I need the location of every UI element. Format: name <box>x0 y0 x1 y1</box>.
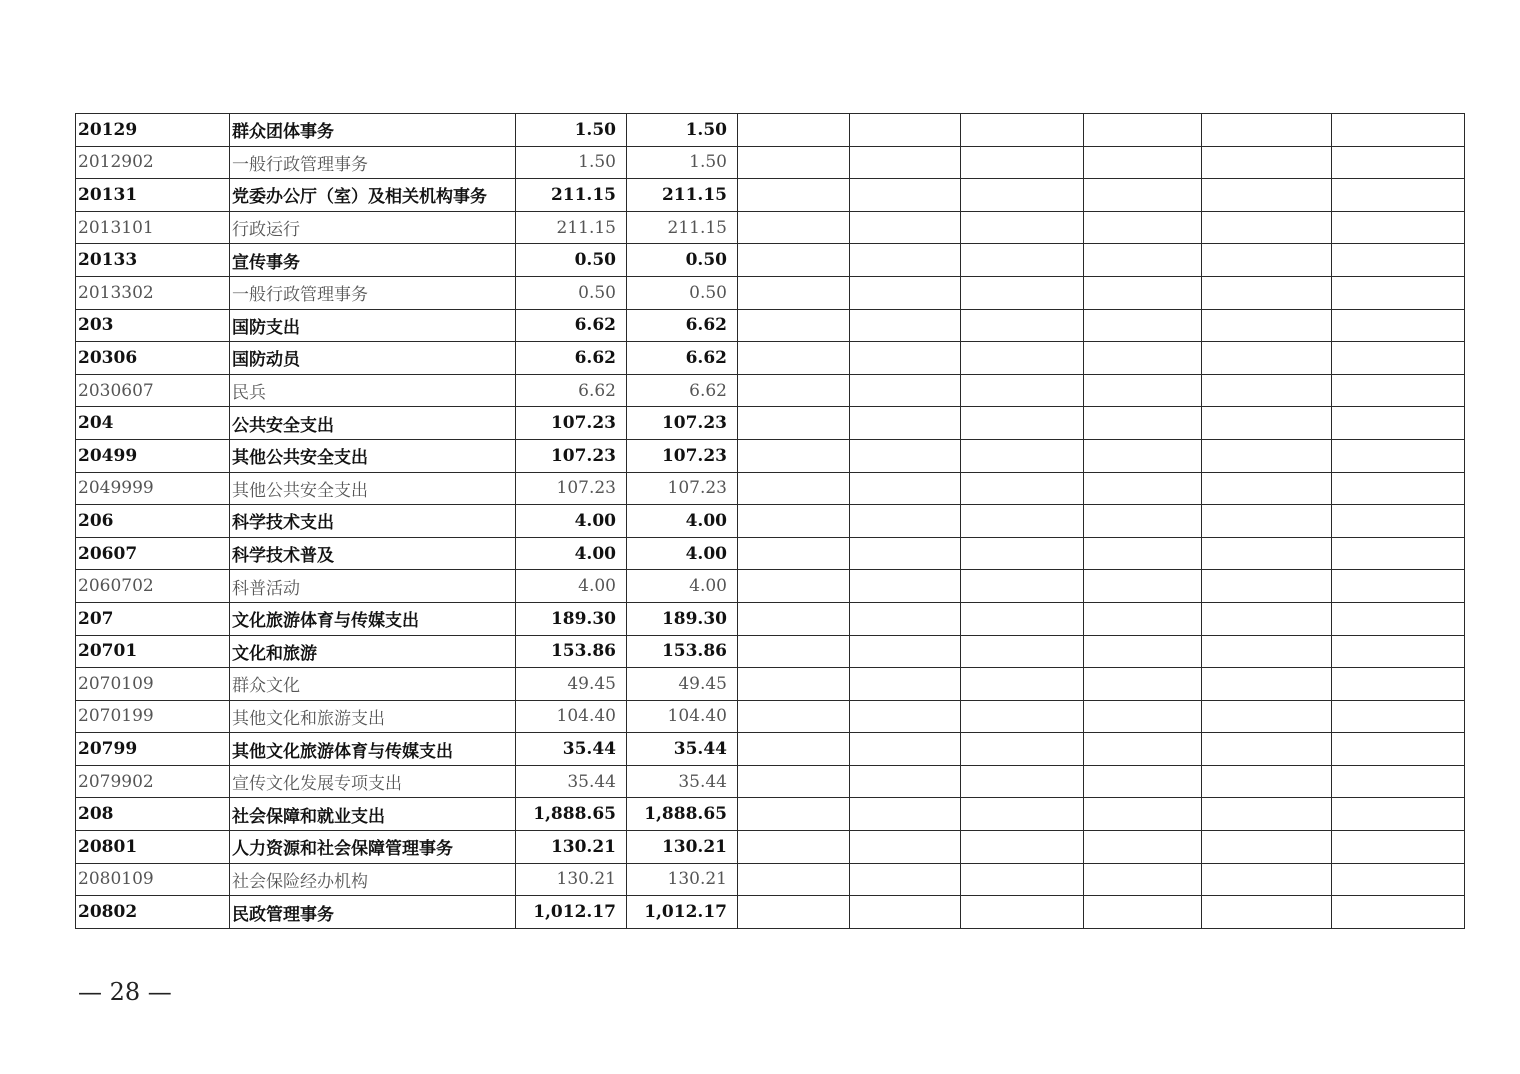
row-value-basic-cell: 35.44 <box>627 733 738 766</box>
row-value-total-cell: 1,012.17 <box>516 896 627 929</box>
empty-cell <box>961 602 1084 635</box>
empty-cell <box>1332 472 1465 505</box>
empty-cell <box>1202 505 1332 538</box>
row-code-cell: 2079902 <box>76 765 230 798</box>
empty-cell <box>1332 309 1465 342</box>
empty-cell <box>738 146 850 179</box>
empty-cell <box>1332 602 1465 635</box>
empty-cell <box>738 733 850 766</box>
row-value-total-cell: 49.45 <box>516 668 627 701</box>
empty-cell <box>738 602 850 635</box>
row-value-total-cell: 4.00 <box>516 570 627 603</box>
empty-cell <box>961 798 1084 831</box>
empty-cell <box>850 114 961 147</box>
empty-cell <box>1202 602 1332 635</box>
row-name-cell: 民政管理事务 <box>230 896 516 929</box>
row-name-cell: 一般行政管理事务 <box>230 276 516 309</box>
empty-cell <box>738 276 850 309</box>
row-value-total-cell: 35.44 <box>516 765 627 798</box>
empty-cell <box>850 896 961 929</box>
empty-cell <box>1202 439 1332 472</box>
row-value-total-cell: 1.50 <box>516 146 627 179</box>
empty-cell <box>1084 472 1202 505</box>
empty-cell <box>961 570 1084 603</box>
empty-cell <box>1332 505 1465 538</box>
empty-cell <box>961 537 1084 570</box>
empty-cell <box>961 505 1084 538</box>
empty-cell <box>1084 244 1202 277</box>
empty-cell <box>1084 863 1202 896</box>
table-row <box>76 537 1465 570</box>
row-value-basic-cell: 4.00 <box>627 537 738 570</box>
row-value-basic-cell: 49.45 <box>627 668 738 701</box>
empty-cell <box>738 798 850 831</box>
empty-cell <box>1332 831 1465 864</box>
row-value-basic-cell: 0.50 <box>627 276 738 309</box>
empty-cell <box>1084 668 1202 701</box>
table-row <box>76 602 1465 635</box>
row-value-basic-cell: 1,888.65 <box>627 798 738 831</box>
row-value-total-cell: 130.21 <box>516 831 627 864</box>
row-name-cell: 公共安全支出 <box>230 407 516 440</box>
row-code-cell: 20499 <box>76 439 230 472</box>
row-code-cell: 2070199 <box>76 700 230 733</box>
row-code-cell: 2070109 <box>76 668 230 701</box>
row-code-cell: 20133 <box>76 244 230 277</box>
empty-cell <box>850 537 961 570</box>
empty-cell <box>850 602 961 635</box>
empty-cell <box>1332 765 1465 798</box>
empty-cell <box>1202 863 1332 896</box>
row-value-basic-cell: 130.21 <box>627 863 738 896</box>
empty-cell <box>850 211 961 244</box>
empty-cell <box>1084 896 1202 929</box>
empty-cell <box>850 798 961 831</box>
row-value-basic-cell: 211.15 <box>627 211 738 244</box>
row-value-total-cell: 4.00 <box>516 505 627 538</box>
empty-cell <box>738 374 850 407</box>
empty-cell <box>1332 570 1465 603</box>
row-name-cell: 其他公共安全支出 <box>230 439 516 472</box>
empty-cell <box>1202 765 1332 798</box>
empty-cell <box>1084 765 1202 798</box>
empty-cell <box>961 439 1084 472</box>
empty-cell <box>961 114 1084 147</box>
empty-cell <box>738 244 850 277</box>
table-row <box>76 733 1465 766</box>
row-code-cell: 207 <box>76 602 230 635</box>
budget-table <box>75 113 1465 929</box>
empty-cell <box>1202 374 1332 407</box>
empty-cell <box>1084 733 1202 766</box>
row-value-basic-cell: 189.30 <box>627 602 738 635</box>
empty-cell <box>961 863 1084 896</box>
row-name-cell: 文化旅游体育与传媒支出 <box>230 602 516 635</box>
row-value-basic-cell: 211.15 <box>627 179 738 212</box>
empty-cell <box>1202 537 1332 570</box>
table-row <box>76 114 1465 147</box>
empty-cell <box>738 309 850 342</box>
empty-cell <box>738 765 850 798</box>
row-name-cell: 人力资源和社会保障管理事务 <box>230 831 516 864</box>
empty-cell <box>850 342 961 375</box>
empty-cell <box>1332 114 1465 147</box>
row-value-basic-cell: 4.00 <box>627 570 738 603</box>
row-code-cell: 2013302 <box>76 276 230 309</box>
row-value-total-cell: 1.50 <box>516 114 627 147</box>
empty-cell <box>1332 863 1465 896</box>
row-value-total-cell: 6.62 <box>516 309 627 342</box>
row-value-basic-cell: 6.62 <box>627 309 738 342</box>
row-value-basic-cell: 130.21 <box>627 831 738 864</box>
table-row <box>76 472 1465 505</box>
table-row <box>76 635 1465 668</box>
empty-cell <box>738 537 850 570</box>
row-value-total-cell: 211.15 <box>516 211 627 244</box>
row-name-cell: 国防支出 <box>230 309 516 342</box>
empty-cell <box>1202 896 1332 929</box>
row-value-total-cell: 104.40 <box>516 700 627 733</box>
empty-cell <box>738 211 850 244</box>
empty-cell <box>1084 537 1202 570</box>
empty-cell <box>1332 179 1465 212</box>
empty-cell <box>850 146 961 179</box>
empty-cell <box>1202 733 1332 766</box>
empty-cell <box>1084 635 1202 668</box>
empty-cell <box>1202 146 1332 179</box>
empty-cell <box>850 374 961 407</box>
empty-cell <box>1084 114 1202 147</box>
empty-cell <box>850 505 961 538</box>
row-value-total-cell: 1,888.65 <box>516 798 627 831</box>
empty-cell <box>961 146 1084 179</box>
empty-cell <box>850 407 961 440</box>
empty-cell <box>1332 635 1465 668</box>
empty-cell <box>961 211 1084 244</box>
empty-cell <box>1332 733 1465 766</box>
empty-cell <box>1202 472 1332 505</box>
table-row <box>76 179 1465 212</box>
empty-cell <box>738 635 850 668</box>
row-name-cell: 文化和旅游 <box>230 635 516 668</box>
row-name-cell: 民兵 <box>230 374 516 407</box>
empty-cell <box>850 863 961 896</box>
empty-cell <box>738 570 850 603</box>
row-value-total-cell: 153.86 <box>516 635 627 668</box>
row-value-basic-cell: 6.62 <box>627 342 738 375</box>
row-code-cell: 2012902 <box>76 146 230 179</box>
row-code-cell: 206 <box>76 505 230 538</box>
row-code-cell: 204 <box>76 407 230 440</box>
row-code-cell: 208 <box>76 798 230 831</box>
row-name-cell: 社会保险经办机构 <box>230 863 516 896</box>
empty-cell <box>1202 276 1332 309</box>
empty-cell <box>1202 179 1332 212</box>
empty-cell <box>1084 798 1202 831</box>
row-name-cell: 一般行政管理事务 <box>230 146 516 179</box>
table-body <box>76 114 1465 929</box>
empty-cell <box>961 635 1084 668</box>
row-name-cell: 群众团体事务 <box>230 114 516 147</box>
empty-cell <box>738 896 850 929</box>
empty-cell <box>1202 211 1332 244</box>
row-code-cell: 20799 <box>76 733 230 766</box>
row-name-cell: 宣传事务 <box>230 244 516 277</box>
row-code-cell: 20129 <box>76 114 230 147</box>
table-row <box>76 211 1465 244</box>
row-value-total-cell: 6.62 <box>516 342 627 375</box>
row-value-basic-cell: 104.40 <box>627 700 738 733</box>
empty-cell <box>961 700 1084 733</box>
empty-cell <box>1084 179 1202 212</box>
empty-cell <box>1084 570 1202 603</box>
row-value-total-cell: 189.30 <box>516 602 627 635</box>
empty-cell <box>1202 700 1332 733</box>
row-value-basic-cell: 35.44 <box>627 765 738 798</box>
row-code-cell: 2060702 <box>76 570 230 603</box>
empty-cell <box>961 374 1084 407</box>
table-row <box>76 309 1465 342</box>
empty-cell <box>1202 570 1332 603</box>
table-row <box>76 668 1465 701</box>
empty-cell <box>1084 211 1202 244</box>
row-value-total-cell: 0.50 <box>516 244 627 277</box>
row-value-total-cell: 35.44 <box>516 733 627 766</box>
empty-cell <box>1202 635 1332 668</box>
empty-cell <box>1202 244 1332 277</box>
empty-cell <box>1202 798 1332 831</box>
row-value-basic-cell: 107.23 <box>627 439 738 472</box>
row-value-total-cell: 107.23 <box>516 472 627 505</box>
empty-cell <box>738 114 850 147</box>
empty-cell <box>850 244 961 277</box>
table-row <box>76 505 1465 538</box>
empty-cell <box>738 342 850 375</box>
empty-cell <box>738 668 850 701</box>
row-code-cell: 20131 <box>76 179 230 212</box>
row-value-basic-cell: 6.62 <box>627 374 738 407</box>
row-code-cell: 20801 <box>76 831 230 864</box>
empty-cell <box>1084 700 1202 733</box>
empty-cell <box>850 668 961 701</box>
empty-cell <box>1084 146 1202 179</box>
row-name-cell: 党委办公厅（室）及相关机构事务 <box>230 179 516 212</box>
empty-cell <box>961 472 1084 505</box>
empty-cell <box>961 244 1084 277</box>
empty-cell <box>1202 114 1332 147</box>
empty-cell <box>738 472 850 505</box>
empty-cell <box>850 733 961 766</box>
empty-cell <box>1332 211 1465 244</box>
empty-cell <box>850 831 961 864</box>
empty-cell <box>961 276 1084 309</box>
empty-cell <box>961 342 1084 375</box>
empty-cell <box>850 765 961 798</box>
row-name-cell: 行政运行 <box>230 211 516 244</box>
table-row <box>76 407 1465 440</box>
empty-cell <box>738 831 850 864</box>
row-name-cell: 其他文化旅游体育与传媒支出 <box>230 733 516 766</box>
empty-cell <box>1332 342 1465 375</box>
empty-cell <box>738 179 850 212</box>
empty-cell <box>1084 342 1202 375</box>
empty-cell <box>1332 537 1465 570</box>
empty-cell <box>1332 700 1465 733</box>
row-name-cell: 国防动员 <box>230 342 516 375</box>
empty-cell <box>1202 407 1332 440</box>
empty-cell <box>738 505 850 538</box>
row-code-cell: 20607 <box>76 537 230 570</box>
row-name-cell: 其他文化和旅游支出 <box>230 700 516 733</box>
empty-cell <box>961 831 1084 864</box>
row-code-cell: 2049999 <box>76 472 230 505</box>
empty-cell <box>738 439 850 472</box>
empty-cell <box>1202 831 1332 864</box>
empty-cell <box>850 700 961 733</box>
empty-cell <box>961 179 1084 212</box>
empty-cell <box>1332 439 1465 472</box>
table-row <box>76 700 1465 733</box>
row-value-total-cell: 107.23 <box>516 407 627 440</box>
empty-cell <box>1084 439 1202 472</box>
row-name-cell: 科学技术普及 <box>230 537 516 570</box>
empty-cell <box>850 570 961 603</box>
page-number: — 28 — <box>78 978 172 1006</box>
row-value-basic-cell: 1.50 <box>627 114 738 147</box>
row-code-cell: 2080109 <box>76 863 230 896</box>
empty-cell <box>1084 276 1202 309</box>
table-row <box>76 342 1465 375</box>
table-row <box>76 765 1465 798</box>
row-value-basic-cell: 0.50 <box>627 244 738 277</box>
empty-cell <box>738 700 850 733</box>
row-value-basic-cell: 1,012.17 <box>627 896 738 929</box>
row-name-cell: 科学技术支出 <box>230 505 516 538</box>
row-value-basic-cell: 1.50 <box>627 146 738 179</box>
row-name-cell: 科普活动 <box>230 570 516 603</box>
row-code-cell: 20306 <box>76 342 230 375</box>
empty-cell <box>850 309 961 342</box>
empty-cell <box>1332 244 1465 277</box>
table-row <box>76 863 1465 896</box>
row-name-cell: 其他公共安全支出 <box>230 472 516 505</box>
empty-cell <box>1084 407 1202 440</box>
table-row <box>76 439 1465 472</box>
table-row <box>76 896 1465 929</box>
empty-cell <box>738 407 850 440</box>
row-value-total-cell: 107.23 <box>516 439 627 472</box>
empty-cell <box>738 863 850 896</box>
empty-cell <box>850 439 961 472</box>
empty-cell <box>850 179 961 212</box>
row-name-cell: 群众文化 <box>230 668 516 701</box>
empty-cell <box>1332 146 1465 179</box>
empty-cell <box>1202 668 1332 701</box>
empty-cell <box>1332 374 1465 407</box>
row-code-cell: 2030607 <box>76 374 230 407</box>
empty-cell <box>1332 407 1465 440</box>
row-name-cell: 宣传文化发展专项支出 <box>230 765 516 798</box>
row-value-total-cell: 4.00 <box>516 537 627 570</box>
empty-cell <box>961 733 1084 766</box>
row-code-cell: 2013101 <box>76 211 230 244</box>
table-row <box>76 798 1465 831</box>
row-value-total-cell: 6.62 <box>516 374 627 407</box>
empty-cell <box>1084 602 1202 635</box>
row-value-total-cell: 130.21 <box>516 863 627 896</box>
empty-cell <box>1084 309 1202 342</box>
row-value-basic-cell: 153.86 <box>627 635 738 668</box>
table-row <box>76 146 1465 179</box>
row-value-total-cell: 211.15 <box>516 179 627 212</box>
row-value-basic-cell: 107.23 <box>627 407 738 440</box>
empty-cell <box>850 635 961 668</box>
table-row <box>76 831 1465 864</box>
empty-cell <box>961 309 1084 342</box>
table-row <box>76 276 1465 309</box>
empty-cell <box>1332 896 1465 929</box>
table-row <box>76 374 1465 407</box>
empty-cell <box>850 276 961 309</box>
empty-cell <box>1332 276 1465 309</box>
row-code-cell: 20802 <box>76 896 230 929</box>
empty-cell <box>1084 374 1202 407</box>
row-name-cell: 社会保障和就业支出 <box>230 798 516 831</box>
table-row <box>76 244 1465 277</box>
empty-cell <box>961 896 1084 929</box>
empty-cell <box>1332 668 1465 701</box>
empty-cell <box>850 472 961 505</box>
empty-cell <box>961 407 1084 440</box>
row-value-total-cell: 0.50 <box>516 276 627 309</box>
row-value-basic-cell: 107.23 <box>627 472 738 505</box>
empty-cell <box>1332 798 1465 831</box>
empty-cell <box>961 765 1084 798</box>
empty-cell <box>1202 309 1332 342</box>
row-code-cell: 20701 <box>76 635 230 668</box>
row-code-cell: 203 <box>76 309 230 342</box>
empty-cell <box>1084 831 1202 864</box>
empty-cell <box>1084 505 1202 538</box>
row-value-basic-cell: 4.00 <box>627 505 738 538</box>
empty-cell <box>961 668 1084 701</box>
table-row <box>76 570 1465 603</box>
empty-cell <box>1202 342 1332 375</box>
